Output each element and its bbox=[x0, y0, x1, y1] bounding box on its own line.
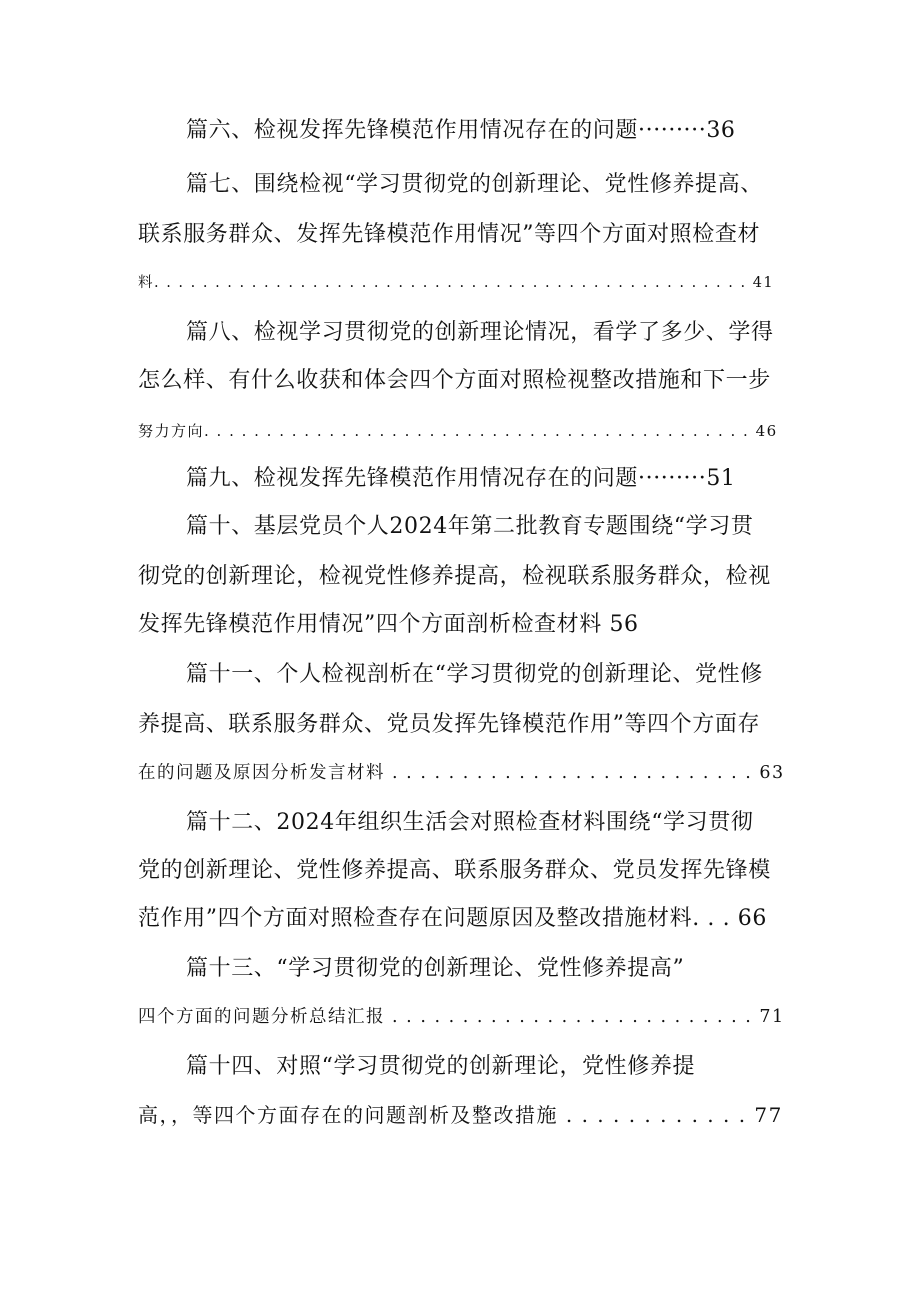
toc-line-leader: 努力方向. . . . . . . . . . . . . . . . . . . . . . . . . . . . . . . . . . . . . . . . . . . . 46 bbox=[138, 422, 778, 440]
toc-line-leader: 料. . . . . . . . . . . . . . . . . . . . . . . . . . . . . . . . . . . . . . . . . . . . . . . . . 41 bbox=[138, 275, 775, 291]
toc-line: 篇十一、个人检视剖析在“学习贯彻党的创新理论、党性修 bbox=[186, 662, 763, 687]
toc-line: 党的创新理论、党性修养提高、联系服务群众、党员发挥先锋模 bbox=[138, 858, 771, 883]
toc-line: 彻党的创新理论，检视党性修养提高，检视联系服务群众，检视 bbox=[138, 564, 771, 589]
toc-line: 篇十四、对照“学习贯彻党的创新理论，党性修养提 bbox=[186, 1054, 696, 1079]
toc-line: 篇十、基层党员个人2024年第二批教育专题围绕“学习贯 bbox=[186, 514, 754, 539]
toc-line: 篇九、检视发挥先锋模范作用情况存在的问题·········51 bbox=[186, 466, 736, 491]
toc-line: 篇十三、“学习贯彻党的创新理论、党性修养提高” bbox=[186, 956, 685, 981]
toc-line: 篇十二、2024年组织生活会对照检查材料围绕“学习贯彻 bbox=[186, 810, 754, 835]
toc-line: 怎么样、有什么收获和体会四个方面对照检视整改措施和下一步 bbox=[138, 368, 771, 393]
toc-line: 发挥先锋模范作用情况”四个方面剖析检查材料 56 bbox=[138, 612, 639, 637]
toc-line-leader: 四个方面的问题分析总结汇报 . . . . . . . . . . . . . . . . . . . . . . . . . . 71 bbox=[138, 1007, 785, 1027]
toc-line: 篇七、围绕检视“学习贯彻党的创新理论、党性修养提高、 bbox=[186, 172, 763, 197]
toc-line: 范作用”四个方面对照检查存在问题原因及整改措施材料. . . 66 bbox=[138, 906, 768, 931]
toc-line: 养提高、联系服务群众、党员发挥先锋模范作用”等四个方面存 bbox=[138, 712, 761, 737]
toc-line: 篇六、检视发挥先锋模范作用情况存在的问题·········36 bbox=[186, 118, 736, 143]
toc-line-leader: 在的问题及原因分析发言材料 . . . . . . . . . . . . . . . . . . . . . . . . . . 63 bbox=[138, 763, 785, 783]
toc-line: 篇八、检视学习贯彻党的创新理论情况，看学了多少、学得 bbox=[186, 320, 774, 345]
toc-line: 联系服务群众、发挥先锋模范作用情况”等四个方面对照检查材 bbox=[138, 222, 761, 247]
toc-line-leader: 高，，等四个方面存在的问题剖析及整改措施 . . . . . . . . . . . . 77 bbox=[138, 1103, 783, 1127]
